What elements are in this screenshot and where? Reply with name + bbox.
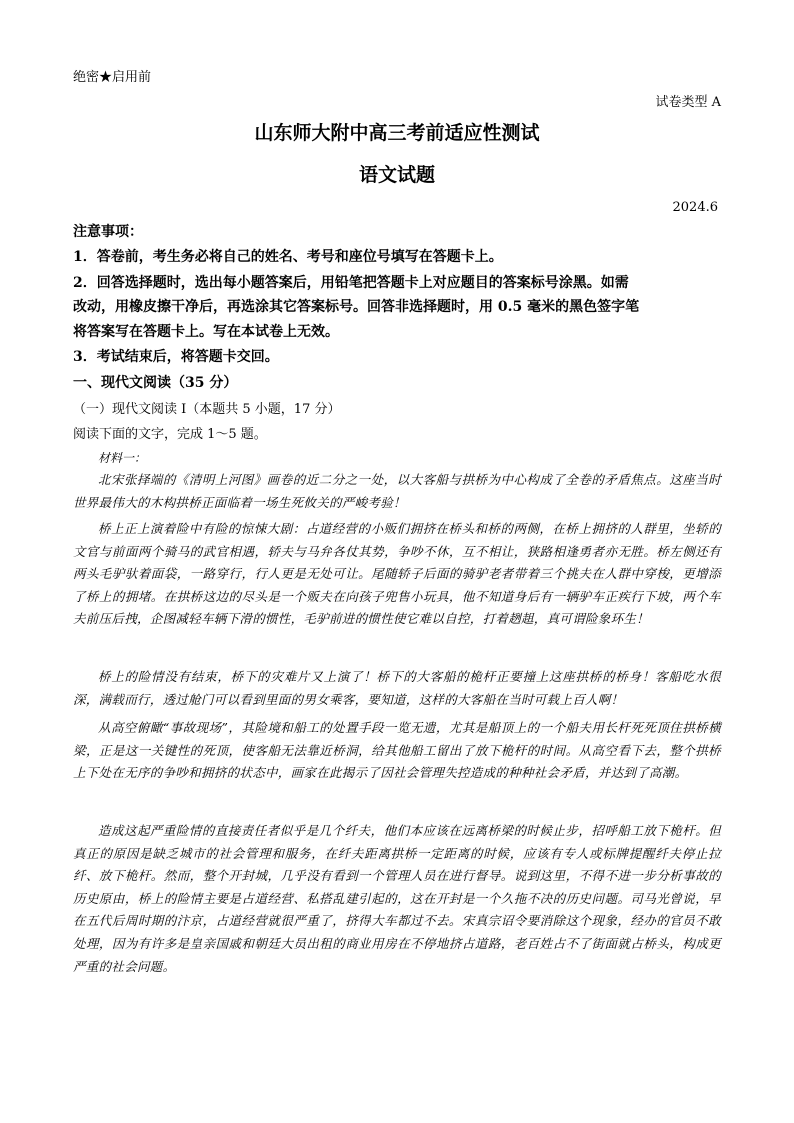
note-item-2-line-1: 2．回答选择题时，选出每小题答案后，用铅笔把答题卡上对应题目的答案标号涂黑。如需 (73, 275, 629, 291)
paragraph-1: 北宋张择端的《清明上河图》画卷的近二分之一处，以大客船与拱桥为中心构成了全卷的矛盾焦点。这座当时世界最伟大的木构拱桥正面临着一场生死攸关的严峻考验！ (73, 472, 721, 510)
section-subtitle: （一）现代文阅读 I（本题共 5 小题，17 分） (73, 402, 341, 417)
exam-title: 山东师大附中高三考前适应性测试 (254, 122, 540, 144)
paragraph-4: 从高空俯瞰“事故现场”，其险境和船工的处置手段一览无遗，尤其是船顶上的一个船夫用长杆死死顶住拱桥横梁，正是这一关键性的死顶，使客船无法靠近桥洞，给其他船工留出了放下桅杆的时间。从高空看下去，整个拱桥上下处在无序的争吵和拥挤的状态中，画家在此揭示了因社会管理失控造成的种种社会矛盾，并达到了高潮。 (73, 720, 721, 781)
subject-title: 语文试题 (358, 164, 435, 186)
confidential-label: 绝密★启用前 (73, 70, 152, 85)
reading-instruction: 阅读下面的文字，完成 1～5 题。 (73, 427, 267, 442)
paragraph-2: 桥上正上演着险中有险的惊悚大剧：占道经营的小贩们拥挤在桥头和桥的两侧，在桥上拥挤的人群里，坐轿的文官与前面两个骑马的武官相遇，轿夫与马弁各仗其势，争吵不休，互不相让，狭路相逢勇者亦无胜。桥左侧还有两头毛驴驮着面袋，一路穿行，行人更是无处可让。尾随轿子后面的骑驴老者带着三个挑夫在人群中穿梭，更增添了桥上的拥堵。在拱桥这边的尽头是一个贩夫在向孩子兜售小玩具，他不知道身后有一辆驴车正疾行下坡，两个车夫前压后拽，企图减轻车辆下滑的惯性，毛驴前进的惯性使它难以自控，打着趔趄，真可谓险象环生！ (73, 521, 721, 627)
paragraph-5: 造成这起严重险情的直接责任者似乎是几个纤夫，他们本应该在远离桥梁的时候止步，招呼船工放下桅杆。但真正的原因是缺乏城市的社会管理和服务，在纤夫距离拱桥一定距离的时候，应该有专人或标牌提醒纤夫停止拉纤、放下桅杆。然而，整个开封城，几乎没有看到一个管理人员在进行督导。说到这里，不得不进一步分析事故的历史原由，桥上的险情主要是占道经营、私搭乱建引起的，这在开封是一个久拖不决的历史问题。司马光曾说，早在五代后周时期的汴京，占道经营就很严重了，挤得大车都过不去。宋真宗诏令要消除这个现象，经办的官员不敢处理，因为有许多是皇亲国戚和朝廷大员出租的商业用房在不停地挤占道路，老百姓占不了街面就占桥头，构成更严重的社会问题。 (73, 823, 721, 974)
paragraph-3: 桥上的险情没有结束，桥下的灾难片又上演了！桥下的大客船的桅杆正要撞上这座拱桥的桥身！客船吃水很深，满载而行，透过舱门可以看到里面的男女乘客，要知道，这样的大客船在当时可载上百人啊！ (73, 669, 721, 707)
material-label: 材料一： (98, 451, 147, 465)
note-item-1: 1．答卷前，考生务必将自己的姓名、考号和座位号填写在答题卡上。 (73, 249, 503, 265)
note-item-2-line-2: 改动，用橡皮擦干净后，再选涂其它答案标号。回答非选择题时，用 0.5 毫米的黑色签字笔 (73, 299, 640, 315)
exam-date: 2024.6 (672, 200, 718, 215)
paper-type-label: 试卷类型 A (655, 95, 721, 110)
notes-heading: 注意事项： (73, 224, 143, 240)
section-title: 一、现代文阅读（35 分） (73, 375, 238, 391)
note-item-3: 3．考试结束后，将答题卡交回。 (73, 349, 279, 365)
note-item-2-line-3: 将答案写在答题卡上。写在本试卷上无效。 (73, 324, 339, 340)
